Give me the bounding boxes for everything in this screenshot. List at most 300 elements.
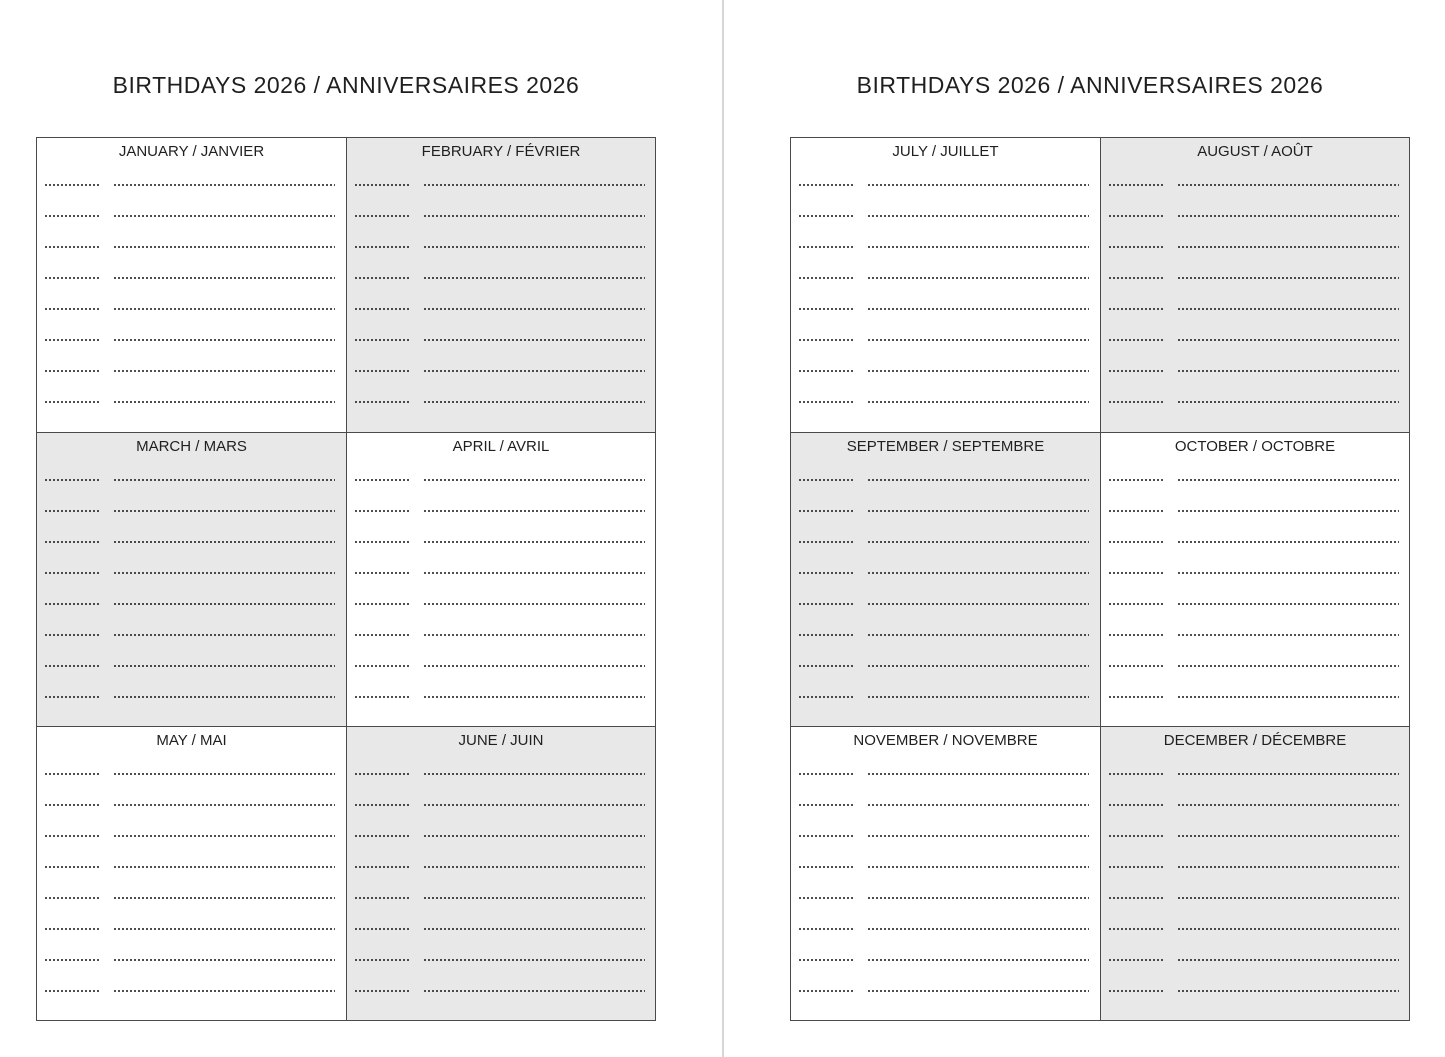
birthday-entry-line[interactable]	[347, 989, 655, 997]
name-dotted-line	[423, 927, 645, 931]
birthday-entry-line[interactable]	[1101, 695, 1409, 703]
date-dotted-line	[44, 571, 100, 575]
date-dotted-line	[798, 571, 854, 575]
month-label: DECEMBER / DÉCEMBRE	[1163, 732, 1347, 749]
date-dotted-line	[354, 695, 410, 699]
name-dotted-line	[1177, 400, 1399, 404]
name-dotted-line	[1177, 633, 1399, 637]
date-dotted-line	[798, 509, 854, 513]
page-title: BIRTHDAYS 2026 / ANNIVERSAIRES 2026	[112, 72, 580, 98]
date-dotted-line	[1108, 509, 1164, 513]
birthday-entry-line[interactable]	[37, 695, 346, 703]
name-dotted-line	[867, 540, 1089, 544]
name-dotted-line	[867, 989, 1089, 993]
date-dotted-line	[1108, 865, 1164, 869]
date-dotted-line	[798, 958, 854, 962]
date-dotted-line	[44, 183, 100, 187]
birthday-entry-line[interactable]	[1101, 183, 1409, 191]
birthday-entry-line[interactable]	[37, 633, 346, 641]
birthday-entry-line[interactable]	[791, 540, 1100, 548]
date-dotted-line	[354, 602, 410, 606]
birthday-entry-line[interactable]	[1101, 772, 1409, 780]
name-dotted-line	[113, 865, 335, 869]
date-dotted-line	[354, 338, 410, 342]
name-dotted-line	[1177, 664, 1399, 668]
month-label: MAY / MAI	[156, 732, 227, 749]
date-dotted-line	[354, 478, 410, 482]
date-dotted-line	[798, 400, 854, 404]
date-dotted-line	[354, 183, 410, 187]
name-dotted-line	[1177, 276, 1399, 280]
name-dotted-line	[1177, 989, 1399, 993]
month-label: MARCH / MARS	[136, 438, 247, 455]
month-label: JANUARY / JANVIER	[118, 143, 265, 160]
birthday-entry-line[interactable]	[37, 664, 346, 672]
birthday-entry-line[interactable]	[791, 834, 1100, 842]
birthday-entry-line[interactable]	[347, 400, 655, 408]
date-dotted-line	[354, 400, 410, 404]
birthday-entry-line[interactable]	[37, 834, 346, 842]
birthday-entry-line[interactable]	[1101, 989, 1409, 997]
date-dotted-line	[798, 865, 854, 869]
name-dotted-line	[113, 571, 335, 575]
birthday-entry-line[interactable]	[37, 478, 346, 486]
birthday-entry-line[interactable]	[37, 338, 346, 346]
page-title: BIRTHDAYS 2026 / ANNIVERSAIRES 2026	[856, 72, 1324, 98]
birthday-entry-line[interactable]	[37, 245, 346, 253]
name-dotted-line	[1177, 772, 1399, 776]
birthday-entry-line[interactable]	[37, 865, 346, 873]
name-dotted-line	[867, 400, 1089, 404]
date-dotted-line	[354, 214, 410, 218]
name-dotted-line	[113, 664, 335, 668]
birthday-entry-line[interactable]	[37, 602, 346, 610]
name-dotted-line	[867, 214, 1089, 218]
name-dotted-line	[423, 989, 645, 993]
birthday-entry-line[interactable]	[347, 834, 655, 842]
name-dotted-line	[867, 602, 1089, 606]
date-dotted-line	[1108, 834, 1164, 838]
birthday-entry-line[interactable]	[791, 896, 1100, 904]
date-dotted-line	[44, 478, 100, 482]
name-dotted-line	[423, 307, 645, 311]
month-label: JULY / JUILLET	[892, 143, 999, 160]
name-dotted-line	[1177, 602, 1399, 606]
date-dotted-line	[44, 369, 100, 373]
name-dotted-line	[423, 369, 645, 373]
name-dotted-line	[1177, 214, 1399, 218]
birthday-entry-line[interactable]	[37, 896, 346, 904]
name-dotted-line	[867, 509, 1089, 513]
birthday-entry-line[interactable]	[37, 989, 346, 997]
name-dotted-line	[113, 927, 335, 931]
name-dotted-line	[113, 803, 335, 807]
birthday-entry-line[interactable]	[347, 214, 655, 222]
name-dotted-line	[423, 245, 645, 249]
birthday-entry-line[interactable]	[347, 571, 655, 579]
birthday-entry-line[interactable]	[791, 664, 1100, 672]
date-dotted-line	[798, 803, 854, 807]
name-dotted-line	[423, 276, 645, 280]
date-dotted-line	[1108, 400, 1164, 404]
date-dotted-line	[1108, 214, 1164, 218]
name-dotted-line	[867, 338, 1089, 342]
date-dotted-line	[1108, 927, 1164, 931]
name-dotted-line	[867, 633, 1089, 637]
birthday-entry-line[interactable]	[37, 571, 346, 579]
name-dotted-line	[867, 245, 1089, 249]
birthday-entry-line[interactable]	[791, 989, 1100, 997]
name-dotted-line	[113, 958, 335, 962]
month-label: NOVEMBER / NOVEMBRE	[853, 732, 1038, 749]
date-dotted-line	[798, 183, 854, 187]
birthday-entry-line[interactable]	[37, 276, 346, 284]
month-label: OCTOBER / OCTOBRE	[1174, 438, 1336, 455]
name-dotted-line	[1177, 369, 1399, 373]
date-dotted-line	[44, 214, 100, 218]
name-dotted-line	[867, 664, 1089, 668]
name-dotted-line	[867, 896, 1089, 900]
birthday-entry-line[interactable]	[1101, 478, 1409, 486]
birthday-entry-line[interactable]	[37, 772, 346, 780]
name-dotted-line	[423, 540, 645, 544]
birthday-entry-line[interactable]	[791, 927, 1100, 935]
birthday-entry-line[interactable]	[1101, 834, 1409, 842]
birthday-entry-line[interactable]	[1101, 400, 1409, 408]
date-dotted-line	[44, 338, 100, 342]
birthday-entry-line[interactable]	[347, 865, 655, 873]
name-dotted-line	[113, 245, 335, 249]
date-dotted-line	[44, 989, 100, 993]
date-dotted-line	[354, 369, 410, 373]
date-dotted-line	[1108, 338, 1164, 342]
date-dotted-line	[798, 927, 854, 931]
name-dotted-line	[867, 772, 1089, 776]
date-dotted-line	[44, 865, 100, 869]
birthday-entry-line[interactable]	[791, 245, 1100, 253]
left-page	[0, 0, 722, 1057]
birthday-entry-line[interactable]	[1101, 245, 1409, 253]
name-dotted-line	[1177, 540, 1399, 544]
date-dotted-line	[1108, 633, 1164, 637]
birthday-entry-line[interactable]	[1101, 958, 1409, 966]
month-label: AUGUST / AOÛT	[1197, 143, 1313, 160]
name-dotted-line	[113, 478, 335, 482]
name-dotted-line	[423, 896, 645, 900]
birthday-entry-line[interactable]	[1101, 509, 1409, 517]
birthday-entry-line[interactable]	[347, 478, 655, 486]
birthday-entry-line[interactable]	[37, 958, 346, 966]
birthday-entry-line[interactable]	[347, 245, 655, 253]
birthday-entry-line[interactable]	[1101, 664, 1409, 672]
birthday-entry-line[interactable]	[1101, 307, 1409, 315]
date-dotted-line	[798, 245, 854, 249]
birthday-entry-line[interactable]	[791, 400, 1100, 408]
name-dotted-line	[423, 633, 645, 637]
date-dotted-line	[798, 834, 854, 838]
name-dotted-line	[1177, 571, 1399, 575]
month-grid	[36, 137, 656, 1021]
name-dotted-line	[113, 214, 335, 218]
date-dotted-line	[1108, 958, 1164, 962]
date-dotted-line	[1108, 602, 1164, 606]
name-dotted-line	[113, 307, 335, 311]
birthday-entry-line[interactable]	[1101, 927, 1409, 935]
date-dotted-line	[354, 927, 410, 931]
birthday-entry-line[interactable]	[347, 307, 655, 315]
month-label: FEBRUARY / FÉVRIER	[421, 143, 581, 160]
date-dotted-line	[798, 540, 854, 544]
birthday-entry-line[interactable]	[1101, 602, 1409, 610]
date-dotted-line	[44, 509, 100, 513]
birthday-entry-line[interactable]	[37, 307, 346, 315]
date-dotted-line	[798, 307, 854, 311]
birthday-entry-line[interactable]	[791, 276, 1100, 284]
birthday-entry-line[interactable]	[37, 509, 346, 517]
birthday-entry-line[interactable]	[347, 896, 655, 904]
date-dotted-line	[354, 276, 410, 280]
birthday-entry-line[interactable]	[347, 664, 655, 672]
month-cell-january	[37, 138, 346, 432]
birthday-entry-line[interactable]	[791, 338, 1100, 346]
date-dotted-line	[44, 927, 100, 931]
birthday-entry-line[interactable]	[1101, 571, 1409, 579]
name-dotted-line	[113, 695, 335, 699]
birthday-entry-line[interactable]	[791, 772, 1100, 780]
date-dotted-line	[44, 772, 100, 776]
birthday-entry-line[interactable]	[1101, 338, 1409, 346]
birthday-entry-line[interactable]	[347, 509, 655, 517]
birthday-entry-line[interactable]	[347, 369, 655, 377]
date-dotted-line	[354, 834, 410, 838]
month-cell-september	[791, 432, 1100, 726]
birthday-entry-line[interactable]	[37, 540, 346, 548]
birthday-entry-line[interactable]	[791, 571, 1100, 579]
birthday-entry-line[interactable]	[347, 602, 655, 610]
name-dotted-line	[113, 276, 335, 280]
date-dotted-line	[354, 865, 410, 869]
birthday-entry-line[interactable]	[347, 927, 655, 935]
month-cell-march	[37, 432, 346, 726]
name-dotted-line	[867, 276, 1089, 280]
name-dotted-line	[423, 571, 645, 575]
month-cell-june	[346, 726, 655, 1020]
name-dotted-line	[867, 927, 1089, 931]
name-dotted-line	[1177, 958, 1399, 962]
name-dotted-line	[423, 865, 645, 869]
date-dotted-line	[354, 633, 410, 637]
birthday-entry-line[interactable]	[347, 803, 655, 811]
date-dotted-line	[44, 307, 100, 311]
name-dotted-line	[1177, 307, 1399, 311]
birthday-entry-line[interactable]	[1101, 896, 1409, 904]
name-dotted-line	[1177, 338, 1399, 342]
date-dotted-line	[354, 989, 410, 993]
name-dotted-line	[113, 896, 335, 900]
date-dotted-line	[1108, 896, 1164, 900]
birthday-entry-line[interactable]	[347, 958, 655, 966]
name-dotted-line	[423, 834, 645, 838]
birthday-entry-line[interactable]	[347, 338, 655, 346]
name-dotted-line	[1177, 183, 1399, 187]
name-dotted-line	[113, 633, 335, 637]
birthday-entry-line[interactable]	[347, 772, 655, 780]
birthday-entry-line[interactable]	[1101, 865, 1409, 873]
month-cell-october	[1100, 432, 1409, 726]
birthday-entry-line[interactable]	[37, 400, 346, 408]
birthday-entry-line[interactable]	[1101, 540, 1409, 548]
birthday-entry-line[interactable]	[791, 478, 1100, 486]
name-dotted-line	[423, 400, 645, 404]
date-dotted-line	[44, 803, 100, 807]
date-dotted-line	[1108, 245, 1164, 249]
birthday-entry-line[interactable]	[347, 633, 655, 641]
date-dotted-line	[44, 664, 100, 668]
date-dotted-line	[1108, 369, 1164, 373]
month-cell-july	[791, 138, 1100, 432]
birthday-entry-line[interactable]	[1101, 276, 1409, 284]
date-dotted-line	[1108, 183, 1164, 187]
name-dotted-line	[113, 400, 335, 404]
date-dotted-line	[44, 695, 100, 699]
date-dotted-line	[44, 540, 100, 544]
month-cell-april	[346, 432, 655, 726]
birthday-entry-line[interactable]	[1101, 214, 1409, 222]
date-dotted-line	[798, 478, 854, 482]
name-dotted-line	[113, 989, 335, 993]
month-cell-may	[37, 726, 346, 1020]
name-dotted-line	[113, 338, 335, 342]
name-dotted-line	[423, 772, 645, 776]
name-dotted-line	[867, 183, 1089, 187]
date-dotted-line	[1108, 664, 1164, 668]
birthday-entry-line[interactable]	[37, 369, 346, 377]
date-dotted-line	[354, 803, 410, 807]
month-label: JUNE / JUIN	[458, 732, 544, 749]
name-dotted-line	[867, 571, 1089, 575]
date-dotted-line	[1108, 478, 1164, 482]
date-dotted-line	[798, 214, 854, 218]
name-dotted-line	[1177, 803, 1399, 807]
birthday-entry-line[interactable]	[791, 602, 1100, 610]
date-dotted-line	[44, 958, 100, 962]
date-dotted-line	[798, 633, 854, 637]
date-dotted-line	[1108, 803, 1164, 807]
date-dotted-line	[1108, 571, 1164, 575]
date-dotted-line	[354, 571, 410, 575]
birthday-entry-line[interactable]	[791, 509, 1100, 517]
birthday-entry-line[interactable]	[1101, 633, 1409, 641]
birthday-entry-line[interactable]	[791, 633, 1100, 641]
name-dotted-line	[867, 803, 1089, 807]
birthday-entry-line[interactable]	[1101, 803, 1409, 811]
name-dotted-line	[1177, 927, 1399, 931]
month-grid	[790, 137, 1410, 1021]
birthday-entry-line[interactable]	[37, 803, 346, 811]
date-dotted-line	[354, 540, 410, 544]
date-dotted-line	[798, 989, 854, 993]
name-dotted-line	[1177, 695, 1399, 699]
birthday-entry-line[interactable]	[791, 214, 1100, 222]
date-dotted-line	[1108, 276, 1164, 280]
birthday-entry-line[interactable]	[791, 183, 1100, 191]
date-dotted-line	[798, 664, 854, 668]
name-dotted-line	[867, 478, 1089, 482]
date-dotted-line	[1108, 989, 1164, 993]
name-dotted-line	[1177, 509, 1399, 513]
date-dotted-line	[354, 664, 410, 668]
name-dotted-line	[113, 772, 335, 776]
month-cell-december	[1100, 726, 1409, 1020]
name-dotted-line	[1177, 834, 1399, 838]
date-dotted-line	[798, 772, 854, 776]
birthday-entry-line[interactable]	[37, 214, 346, 222]
date-dotted-line	[354, 307, 410, 311]
name-dotted-line	[113, 509, 335, 513]
birthday-entry-line[interactable]	[791, 803, 1100, 811]
month-cell-february	[346, 138, 655, 432]
birthday-entry-line[interactable]	[347, 540, 655, 548]
date-dotted-line	[1108, 695, 1164, 699]
birthday-entry-line[interactable]	[791, 695, 1100, 703]
name-dotted-line	[867, 865, 1089, 869]
name-dotted-line	[113, 369, 335, 373]
month-label: SEPTEMBER / SEPTEMBRE	[846, 438, 1045, 455]
birthday-entry-line[interactable]	[791, 958, 1100, 966]
birthday-entry-line[interactable]	[37, 927, 346, 935]
date-dotted-line	[798, 276, 854, 280]
date-dotted-line	[354, 509, 410, 513]
date-dotted-line	[798, 896, 854, 900]
birthday-entry-line[interactable]	[37, 183, 346, 191]
date-dotted-line	[1108, 307, 1164, 311]
date-dotted-line	[44, 834, 100, 838]
name-dotted-line	[423, 803, 645, 807]
date-dotted-line	[44, 896, 100, 900]
date-dotted-line	[798, 695, 854, 699]
name-dotted-line	[113, 183, 335, 187]
date-dotted-line	[354, 958, 410, 962]
month-cell-november	[791, 726, 1100, 1020]
name-dotted-line	[423, 664, 645, 668]
name-dotted-line	[423, 509, 645, 513]
date-dotted-line	[1108, 540, 1164, 544]
name-dotted-line	[113, 834, 335, 838]
name-dotted-line	[113, 540, 335, 544]
right-page	[723, 0, 1445, 1057]
name-dotted-line	[867, 834, 1089, 838]
birthday-entry-line[interactable]	[1101, 369, 1409, 377]
date-dotted-line	[44, 633, 100, 637]
birthday-entry-line[interactable]	[347, 695, 655, 703]
month-label: APRIL / AVRIL	[452, 438, 550, 455]
month-cell-august	[1100, 138, 1409, 432]
birthday-entry-line[interactable]	[347, 183, 655, 191]
birthday-entry-line[interactable]	[347, 276, 655, 284]
name-dotted-line	[423, 958, 645, 962]
birthday-entry-line[interactable]	[791, 369, 1100, 377]
date-dotted-line	[1108, 772, 1164, 776]
birthday-entry-line[interactable]	[791, 307, 1100, 315]
name-dotted-line	[423, 183, 645, 187]
birthday-entry-line[interactable]	[791, 865, 1100, 873]
name-dotted-line	[423, 602, 645, 606]
name-dotted-line	[113, 602, 335, 606]
name-dotted-line	[1177, 865, 1399, 869]
date-dotted-line	[354, 245, 410, 249]
name-dotted-line	[423, 338, 645, 342]
name-dotted-line	[1177, 478, 1399, 482]
